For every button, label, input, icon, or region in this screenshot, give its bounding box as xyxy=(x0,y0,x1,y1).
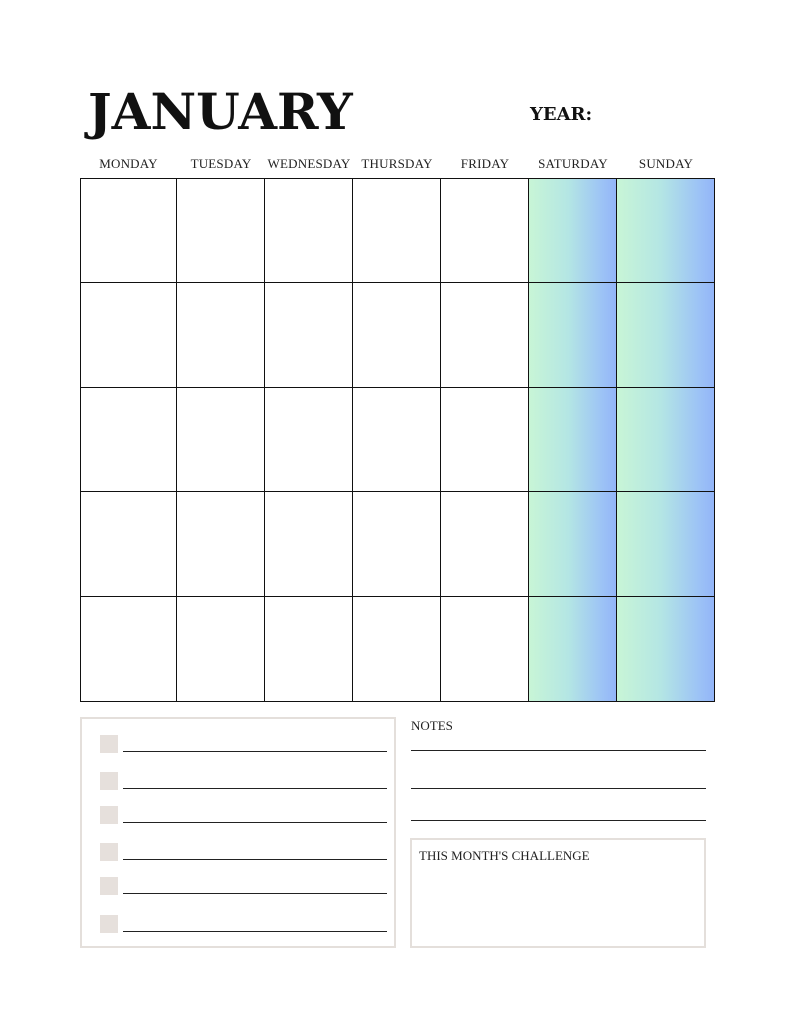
day-cell-thursday[interactable] xyxy=(352,387,441,492)
day-cell-wednesday[interactable] xyxy=(264,596,353,702)
day-cell-friday[interactable] xyxy=(440,178,529,283)
task-line[interactable] xyxy=(123,822,387,823)
day-cell-wednesday[interactable] xyxy=(264,491,353,597)
day-cell-monday[interactable] xyxy=(80,387,177,492)
task-checkbox[interactable] xyxy=(100,843,118,861)
task-line[interactable] xyxy=(123,893,387,894)
day-cell-wednesday[interactable] xyxy=(264,178,353,283)
task-line[interactable] xyxy=(123,859,387,860)
day-cell-wednesday[interactable] xyxy=(264,387,353,492)
day-cell-tuesday[interactable] xyxy=(176,491,265,597)
day-cell-sunday[interactable] xyxy=(616,178,715,283)
day-cell-monday[interactable] xyxy=(80,491,177,597)
day-cell-friday[interactable] xyxy=(440,387,529,492)
monthly-challenge-panel[interactable] xyxy=(410,838,706,948)
weekday-header-saturday: SATURDAY xyxy=(538,156,608,171)
weekday-header-monday: MONDAY xyxy=(99,156,158,171)
day-cell-friday[interactable] xyxy=(440,491,529,597)
weekday-header-thursday: THURSDAY xyxy=(361,156,433,171)
task-checkbox[interactable] xyxy=(100,735,118,753)
task-line[interactable] xyxy=(123,931,387,932)
day-cell-saturday[interactable] xyxy=(528,596,617,702)
day-cell-tuesday[interactable] xyxy=(176,282,265,388)
day-cell-sunday[interactable] xyxy=(616,596,715,702)
task-checkbox[interactable] xyxy=(100,772,118,790)
task-row xyxy=(82,735,398,755)
task-line[interactable] xyxy=(123,788,387,789)
day-cell-saturday[interactable] xyxy=(528,387,617,492)
day-cell-sunday[interactable] xyxy=(616,387,715,492)
task-checkbox[interactable] xyxy=(100,806,118,824)
day-cell-saturday[interactable] xyxy=(528,491,617,597)
day-cell-monday[interactable] xyxy=(80,596,177,702)
calendar-grid xyxy=(80,178,715,702)
day-cell-saturday[interactable] xyxy=(528,178,617,283)
day-cell-tuesday[interactable] xyxy=(176,596,265,702)
task-row xyxy=(82,806,398,826)
weekday-header-row xyxy=(80,154,715,176)
task-row xyxy=(82,915,398,935)
challenge-label: THIS MONTH'S CHALLENGE xyxy=(419,848,590,863)
day-cell-tuesday[interactable] xyxy=(176,178,265,283)
task-checkbox[interactable] xyxy=(100,915,118,933)
day-cell-friday[interactable] xyxy=(440,282,529,388)
weekday-header-tuesday: TUESDAY xyxy=(190,156,252,171)
task-row xyxy=(82,843,398,863)
day-cell-saturday[interactable] xyxy=(528,282,617,388)
day-cell-friday[interactable] xyxy=(440,596,529,702)
day-cell-thursday[interactable] xyxy=(352,491,441,597)
day-cell-thursday[interactable] xyxy=(352,596,441,702)
weekday-header-friday: FRIDAY xyxy=(460,156,510,171)
day-cell-sunday[interactable] xyxy=(616,282,715,388)
month-title: JANUARY xyxy=(88,82,353,141)
day-cell-monday[interactable] xyxy=(80,178,177,283)
day-cell-monday[interactable] xyxy=(80,282,177,388)
day-cell-thursday[interactable] xyxy=(352,282,441,388)
weekday-header-wednesday: WEDNESDAY xyxy=(267,156,351,171)
day-cell-tuesday[interactable] xyxy=(176,387,265,492)
task-line[interactable] xyxy=(123,751,387,752)
day-cell-wednesday[interactable] xyxy=(264,282,353,388)
task-list-panel xyxy=(80,717,396,948)
task-row xyxy=(82,772,398,792)
notes-line[interactable] xyxy=(411,750,706,751)
notes-label: NOTES xyxy=(411,718,453,733)
notes-line[interactable] xyxy=(411,820,706,821)
task-row xyxy=(82,877,398,897)
day-cell-sunday[interactable] xyxy=(616,491,715,597)
weekday-header-sunday: SUNDAY xyxy=(638,156,694,171)
task-checkbox[interactable] xyxy=(100,877,118,895)
notes-line[interactable] xyxy=(411,788,706,789)
year-label: YEAR: xyxy=(530,104,593,125)
day-cell-thursday[interactable] xyxy=(352,178,441,283)
